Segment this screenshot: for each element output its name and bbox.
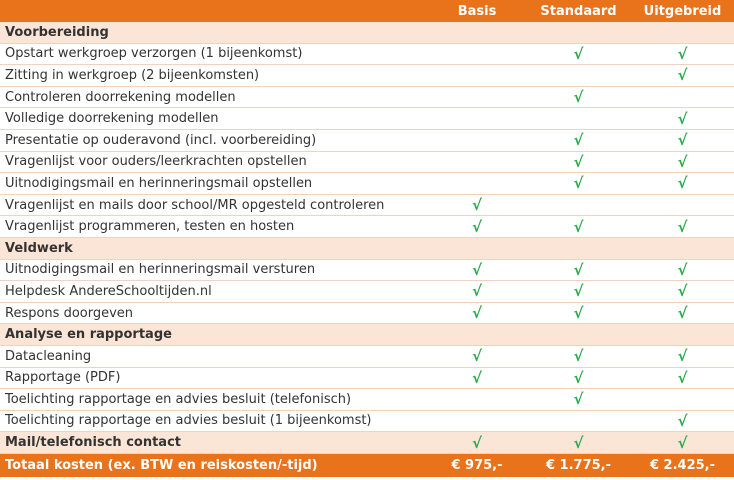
cell-standaard bbox=[526, 131, 631, 149]
checkmark-icon: √ bbox=[573, 368, 584, 387]
section-label: Mail/telefonisch contact bbox=[5, 435, 181, 451]
section-row bbox=[0, 324, 734, 346]
cell-uitgebreid bbox=[631, 174, 734, 192]
table-row bbox=[0, 216, 734, 238]
checkmark-icon: √ bbox=[677, 304, 688, 323]
row-label: Opstart werkgroep verzorgen (1 bijeenkomst) bbox=[5, 46, 303, 62]
checkmark-icon: √ bbox=[471, 433, 482, 452]
row-label: Rapportage (PDF) bbox=[5, 370, 121, 386]
cell-basis bbox=[428, 369, 526, 387]
cell-uitgebreid bbox=[631, 110, 734, 128]
row-label: Vragenlijst en mails door school/MR opgesteld controleren bbox=[5, 197, 385, 213]
table-row bbox=[0, 346, 734, 368]
checkmark-icon: √ bbox=[471, 304, 482, 323]
table-row bbox=[0, 173, 734, 195]
total-standaard: € 1.775,- bbox=[545, 457, 612, 473]
section-label: Analyse en rapportage bbox=[5, 327, 172, 343]
section-label: Veldwerk bbox=[5, 240, 73, 256]
cell-standaard bbox=[526, 174, 631, 192]
header-standaard: Standaard bbox=[540, 3, 617, 19]
table-row bbox=[0, 389, 734, 411]
cell-uitgebreid bbox=[631, 304, 734, 322]
table-header-row bbox=[0, 0, 734, 22]
cell-standaard bbox=[526, 88, 631, 106]
checkmark-icon: √ bbox=[677, 282, 688, 301]
row-label: Uitnodigingsmail en herinneringsmail opstellen bbox=[5, 175, 313, 191]
row-label: Helpdesk AndereSchooltijden.nl bbox=[5, 283, 212, 299]
cell-uitgebreid bbox=[631, 282, 734, 300]
checkmark-icon: √ bbox=[677, 174, 688, 193]
cell-standaard bbox=[526, 390, 631, 408]
checkmark-icon: √ bbox=[573, 217, 584, 236]
row-label: Respons doorgeven bbox=[5, 305, 134, 321]
table-row bbox=[0, 195, 734, 217]
checkmark-icon: √ bbox=[573, 390, 584, 409]
checkmark-icon: √ bbox=[573, 304, 584, 323]
row-label: Toelichting rapportage en advies besluit (telefonisch) bbox=[5, 391, 352, 407]
checkmark-icon: √ bbox=[573, 433, 584, 452]
checkmark-icon: √ bbox=[471, 282, 482, 301]
checkmark-icon: √ bbox=[573, 131, 584, 150]
cell-uitgebreid bbox=[631, 131, 734, 149]
checkmark-icon: √ bbox=[471, 260, 482, 279]
cell-uitgebreid bbox=[631, 45, 734, 63]
cell-standaard bbox=[526, 282, 631, 300]
cell-uitgebreid bbox=[631, 369, 734, 387]
table-row bbox=[0, 411, 734, 433]
section-row bbox=[0, 432, 734, 454]
checkmark-icon: √ bbox=[573, 174, 584, 193]
cell-standaard bbox=[526, 369, 631, 387]
table-body bbox=[0, 22, 734, 454]
table-row bbox=[0, 130, 734, 152]
checkmark-icon: √ bbox=[677, 44, 688, 63]
cell-standaard bbox=[526, 304, 631, 322]
cell-uitgebreid bbox=[631, 218, 734, 236]
table-row bbox=[0, 152, 734, 174]
row-label: Vragenlijst voor ouders/leerkrachten opstellen bbox=[5, 154, 307, 170]
checkmark-icon: √ bbox=[677, 411, 688, 430]
table-row bbox=[0, 368, 734, 390]
total-label: Totaal kosten (ex. BTW en reiskosten/-tijd) bbox=[5, 457, 318, 473]
checkmark-icon: √ bbox=[573, 44, 584, 63]
cell-uitgebreid bbox=[631, 434, 734, 452]
cell-basis bbox=[428, 434, 526, 452]
cell-standaard bbox=[526, 434, 631, 452]
checkmark-icon: √ bbox=[573, 152, 584, 171]
total-basis: € 975,- bbox=[451, 457, 503, 473]
cell-standaard bbox=[526, 347, 631, 365]
row-label: Volledige doorrekening modellen bbox=[5, 111, 219, 127]
row-label: Datacleaning bbox=[5, 348, 92, 364]
cell-basis bbox=[428, 196, 526, 214]
checkmark-icon: √ bbox=[677, 131, 688, 150]
checkmark-icon: √ bbox=[573, 88, 584, 107]
checkmark-icon: √ bbox=[677, 433, 688, 452]
table-row bbox=[0, 87, 734, 109]
checkmark-icon: √ bbox=[471, 347, 482, 366]
row-label: Zitting in werkgroep (2 bijeenkomsten) bbox=[5, 67, 260, 83]
section-row bbox=[0, 22, 734, 44]
cell-basis bbox=[428, 261, 526, 279]
checkmark-icon: √ bbox=[677, 152, 688, 171]
checkmark-icon: √ bbox=[471, 196, 482, 215]
cell-standaard bbox=[526, 153, 631, 171]
cell-uitgebreid bbox=[631, 412, 734, 430]
cell-basis bbox=[428, 304, 526, 322]
row-label: Vragenlijst programmeren, testen en hosten bbox=[5, 219, 295, 235]
row-label: Uitnodigingsmail en herinneringsmail versturen bbox=[5, 262, 316, 278]
table-row bbox=[0, 65, 734, 87]
row-label: Presentatie op ouderavond (incl. voorbereiding) bbox=[5, 132, 317, 148]
header-uitgebreid: Uitgebreid bbox=[643, 3, 722, 19]
checkmark-icon: √ bbox=[471, 217, 482, 236]
checkmark-icon: √ bbox=[573, 282, 584, 301]
checkmark-icon: √ bbox=[677, 217, 688, 236]
checkmark-icon: √ bbox=[573, 260, 584, 279]
section-label: Voorbereiding bbox=[5, 24, 109, 40]
cell-standaard bbox=[526, 45, 631, 63]
total-uitgebreid: € 2.425,- bbox=[649, 457, 716, 473]
cell-uitgebreid bbox=[631, 347, 734, 365]
checkmark-icon: √ bbox=[677, 66, 688, 85]
cell-standaard bbox=[526, 218, 631, 236]
cell-standaard bbox=[526, 261, 631, 279]
table-row bbox=[0, 108, 734, 130]
cell-basis bbox=[428, 282, 526, 300]
table-row bbox=[0, 44, 734, 66]
checkmark-icon: √ bbox=[677, 347, 688, 366]
cell-basis bbox=[428, 347, 526, 365]
checkmark-icon: √ bbox=[677, 260, 688, 279]
cell-basis bbox=[428, 218, 526, 236]
cell-uitgebreid bbox=[631, 66, 734, 84]
table-row bbox=[0, 303, 734, 325]
checkmark-icon: √ bbox=[677, 109, 688, 128]
cell-uitgebreid bbox=[631, 261, 734, 279]
table-row bbox=[0, 260, 734, 282]
row-label: Controleren doorrekening modellen bbox=[5, 89, 236, 105]
checkmark-icon: √ bbox=[677, 368, 688, 387]
section-row bbox=[0, 238, 734, 260]
checkmark-icon: √ bbox=[471, 368, 482, 387]
table-row bbox=[0, 281, 734, 303]
header-basis: Basis bbox=[457, 3, 497, 19]
checkmark-icon: √ bbox=[573, 347, 584, 366]
row-label: Toelichting rapportage en advies besluit (1 bijeenkomst) bbox=[5, 413, 372, 429]
total-row bbox=[0, 454, 734, 477]
cell-uitgebreid bbox=[631, 153, 734, 171]
